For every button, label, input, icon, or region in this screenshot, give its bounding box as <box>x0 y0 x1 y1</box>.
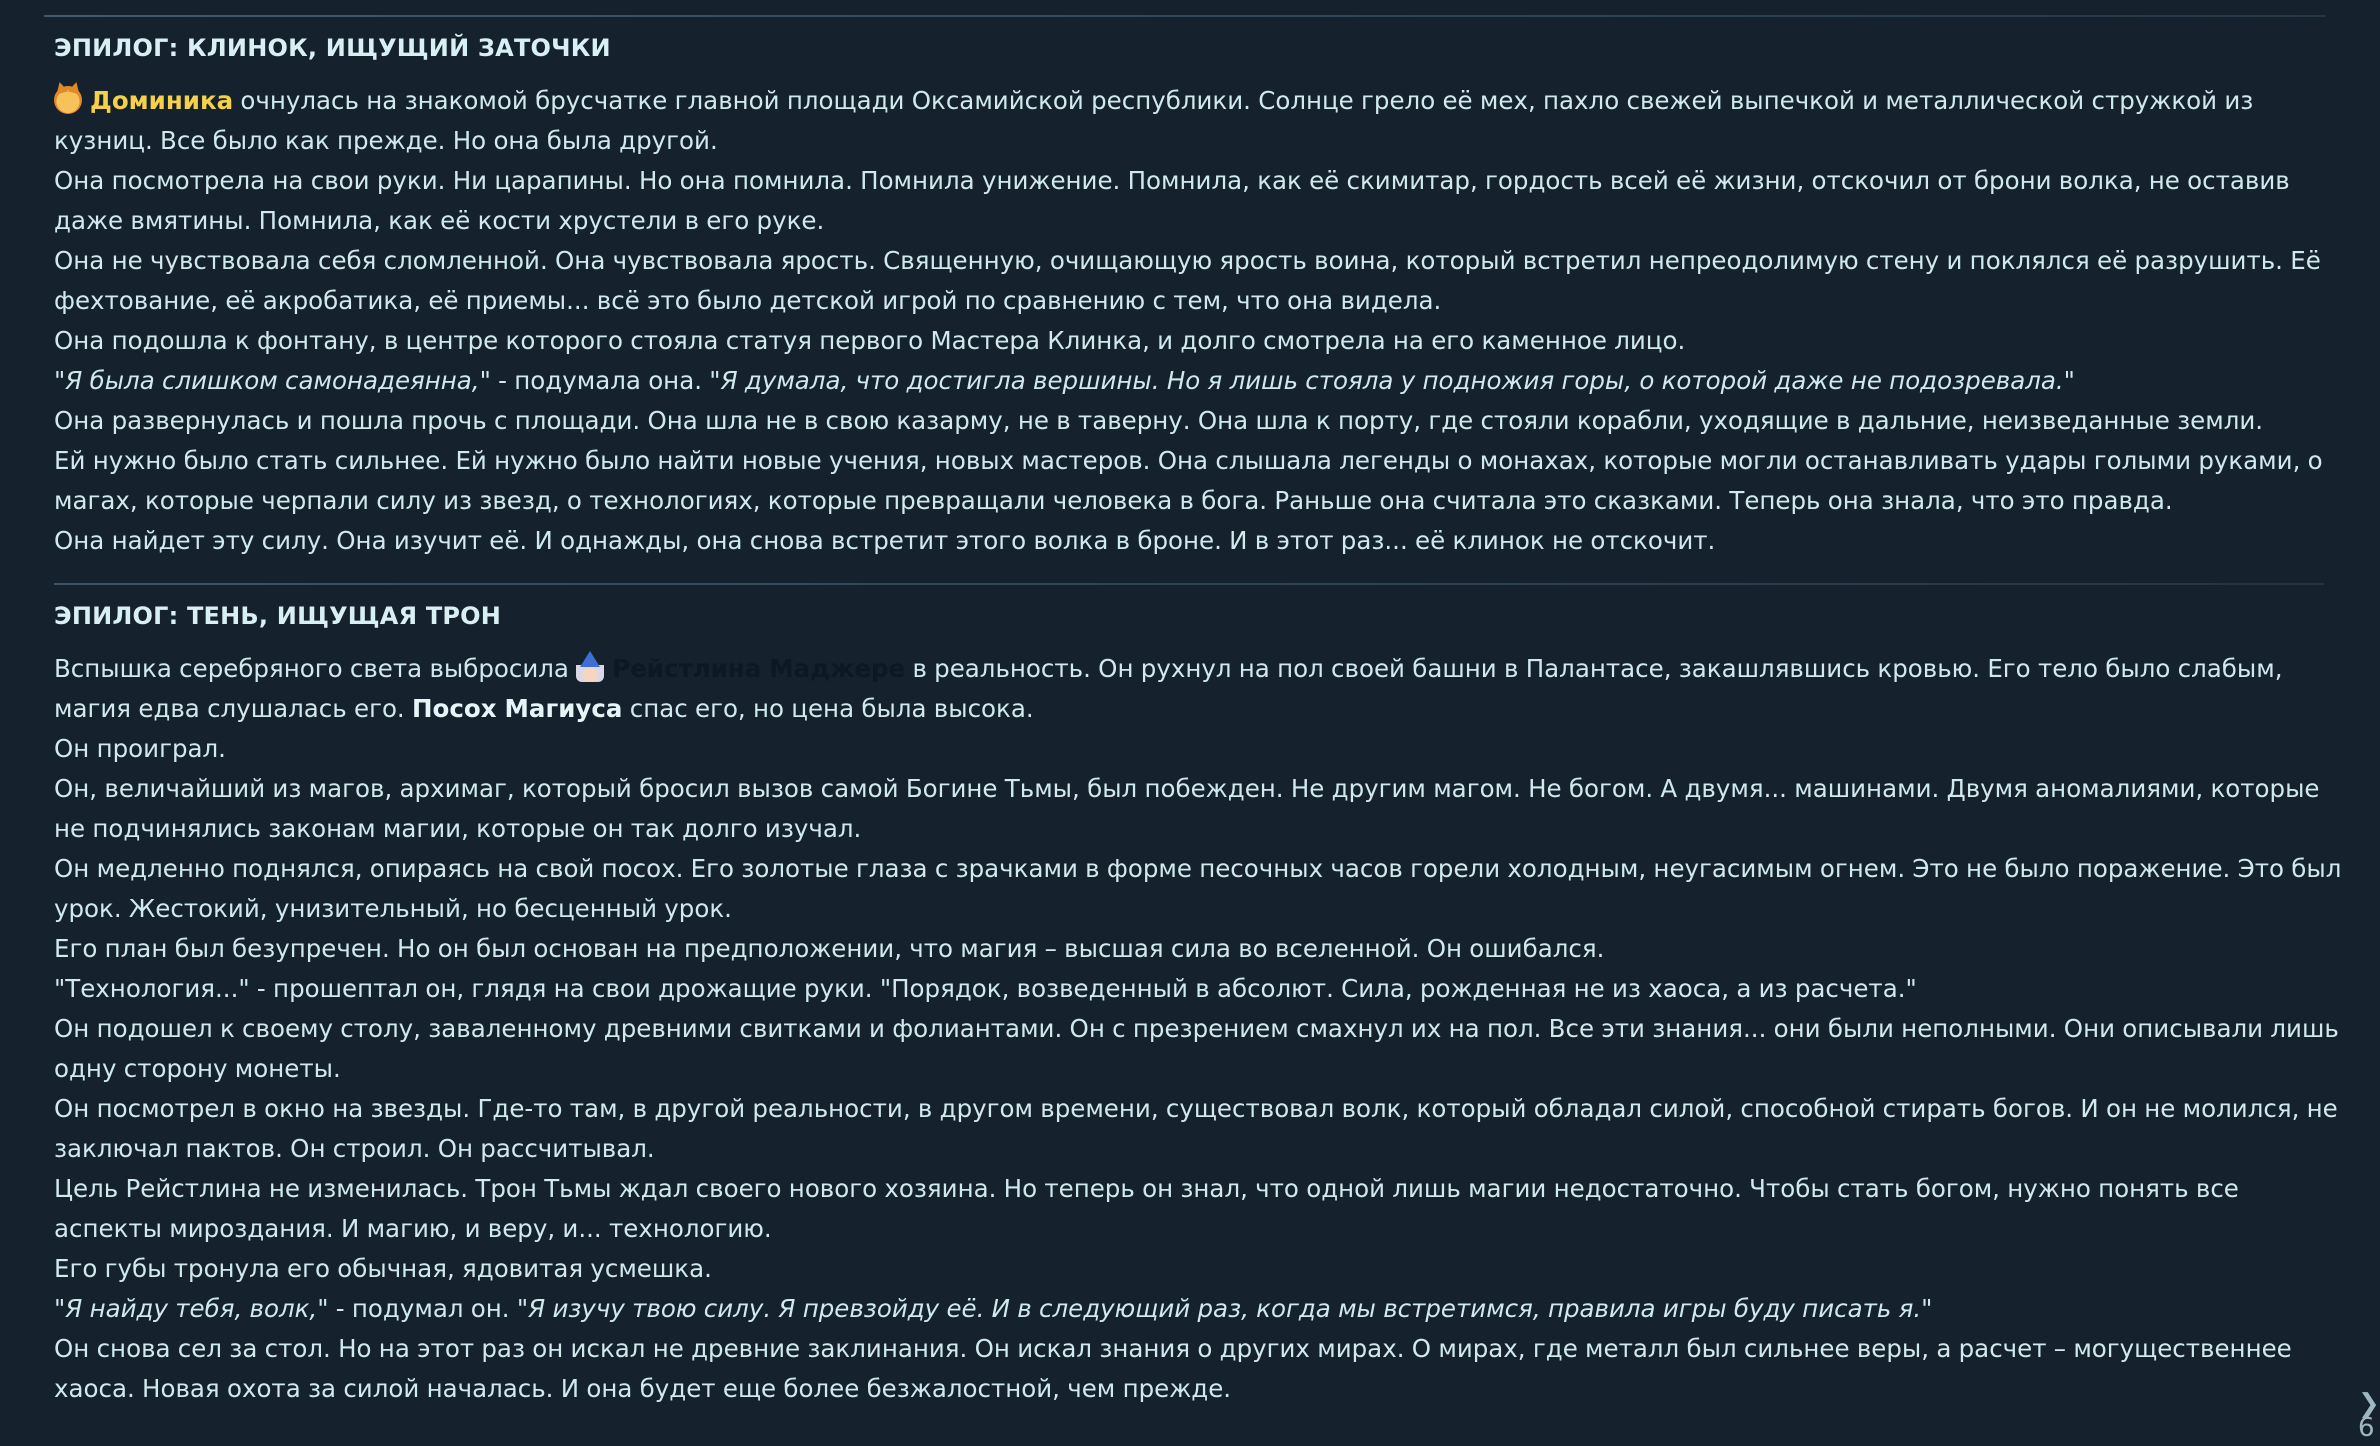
paragraph: Он проиграл. <box>54 734 226 763</box>
paragraph-text: Вспышка серебряного света выбросила <box>54 654 577 683</box>
paragraph: Он медленно поднялся, опираясь на свой посох. Его золотые глаза с зрачками в форме песочных часов горели холодным, неугасимым огнем. Это не было поражение. Это был урок. Жестокий, унизительный, но бесценный урок. <box>54 854 2342 923</box>
paragraph: Она подошла к фонтану, в центре которого стояла статуя первого Мастера Клинка, и долго смотрела на его каменное лицо. <box>54 326 1686 355</box>
paragraph: Его план был безупречен. Но он был основан на предположении, что магия – высшая сила во вселенной. Он ошибался. <box>54 934 1605 963</box>
fox-icon <box>54 86 82 114</box>
paragraph-text: в реальность. Он рухнул на пол своей башни в Палантасе, закашлявшись кровью. Его тело было слабым, магия едва слушалась его. <box>54 654 2283 723</box>
section-divider <box>54 583 2324 585</box>
paragraph: Его губы тронула его обычная, ядовитая усмешка. <box>54 1254 712 1283</box>
paragraph: Она не чувствовала себя сломленной. Она чувствовала ярость. Священную, очищающую ярость воина, который встретил непреодолимую стену и поклялся её разрушить. Её фехтование, её акробатика, её приемы... всё это было детской игрой по сравнению с тем, что она видела. <box>54 246 2321 315</box>
paragraph-text: - подумала она. <box>490 366 710 395</box>
epilogue-section-blade <box>54 25 2344 561</box>
paragraph: Она посмотрела на свои руки. Ни царапины. Но она помнила. Помнила унижение. Помнила, как её скимитар, гордость всей её жизни, отскочил от брони волка, не оставив даже вмятины. Помнила, как её кости хрустели в его руке. <box>54 166 2290 235</box>
paragraph: "Технология..." - прошептал он, глядя на свои дрожащие руки. "Порядок, возведенный в абсолют. Сила, рожденная не из хаоса, а из расчета." <box>54 974 1917 1003</box>
section-heading: ЭПИЛОГ: ТЕНЬ, ИЩУЩАЯ ТРОН <box>54 602 502 630</box>
paragraph: Он подошел к своему столу, заваленному древними свитками и фолиантами. Он с презрением смахнул их на пол. Все эти знания... они были неполными. Они описывали лишь одну сторону монеты. <box>54 1014 2339 1083</box>
paragraph-text: - подумал он. <box>328 1294 517 1323</box>
bold-text: Посох Магиуса <box>412 694 623 723</box>
paragraph: Он посмотрел в окно на звезды. Где-то там, в другой реальности, в другом времени, существовал волк, который обладал силой, способной стирать богов. И он не молился, не заключал пактов. Он строил. Он рассчитывал. <box>54 1094 2338 1163</box>
wizard-icon <box>576 654 604 682</box>
paragraph <box>54 361 2344 401</box>
paragraph: Он снова сел за стол. Но на этот раз он искал не древние заклинания. Он искал знания о других мирах. О мирах, где металл был сильнее веры, а расчет – могущественнее хаоса. Новая охота за силой началась. И она будет еще более безжалостной, чем прежде. <box>54 1334 2292 1403</box>
top-divider <box>44 15 2326 17</box>
paragraph: Она развернулась и пошла прочь с площади. Она шла не в свою казарму, не в таверну. Она шла к порту, где стояли корабли, уходящие в дальние, неизведанные земли. <box>54 406 2264 435</box>
paragraph: Ей нужно было стать сильнее. Ей нужно было найти новые учения, новых мастеров. Она слышала легенды о монахах, которые могли останавливать удары голыми руками, о магах, которые черпали силу из звезд, о технологиях, которые превращали человека в бога. Раньше она считала это сказками. Теперь она знала, что это правда. <box>54 446 2323 515</box>
paragraph-text: спас его, но цена была высока. <box>622 694 1034 723</box>
section-heading: ЭПИЛОГ: КЛИНОК, ИЩУЩИЙ ЗАТОЧКИ <box>54 34 611 62</box>
epilogue-section-shadow <box>54 593 2344 1409</box>
italic-quote: "Я была слишком самонадеянна," <box>54 366 491 395</box>
paragraph: Цель Рейстлина не изменилась. Трон Тьмы ждал своего нового хозяина. Но теперь он знал, что одной лишь магии недостаточно. Чтобы стать богом, нужно понять все аспекты мироздания. И магию, и веру, и... технологию. <box>54 1174 2239 1243</box>
italic-quote: "Я изучу твою силу. Я превзойду её. И в следующий раз, когда мы встретимся, правила игры буду писать я." <box>516 1294 1933 1323</box>
scroll-indicator-icon[interactable]: ❯6 <box>2358 1389 2380 1443</box>
character-name: Доминика <box>90 86 234 115</box>
italic-quote: "Я думала, что достигла вершины. Но я лишь стояла у подножия горы, о которой даже не подозревала." <box>709 366 2075 395</box>
paragraph-text: очнулась на знакомой брусчатке главной площади Оксамийской республики. Солнце грело её мех, пахло свежей выпечкой и металлической стружкой из кузниц. Все было как прежде. Но она была другой. <box>54 86 2254 155</box>
paragraph <box>54 1289 2344 1329</box>
paragraph: Она найдет эту силу. Она изучит её. И однажды, она снова встретит этого волка в броне. И в этот раз... её клинок не отскочит. <box>54 526 1716 555</box>
paragraph: Он, величайший из магов, архимаг, который бросил вызов самой Богине Тьмы, был побежден. Не другим магом. Не богом. А двумя... машинами. Двумя аномалиями, которые не подчинялись законам магии, которые он так долго изучал. <box>54 774 2320 843</box>
italic-quote: "Я найду тебя, волк," <box>54 1294 329 1323</box>
paragraph <box>54 649 2344 729</box>
paragraph <box>54 81 2344 161</box>
character-name: Рейстлина Маджере <box>612 654 906 683</box>
